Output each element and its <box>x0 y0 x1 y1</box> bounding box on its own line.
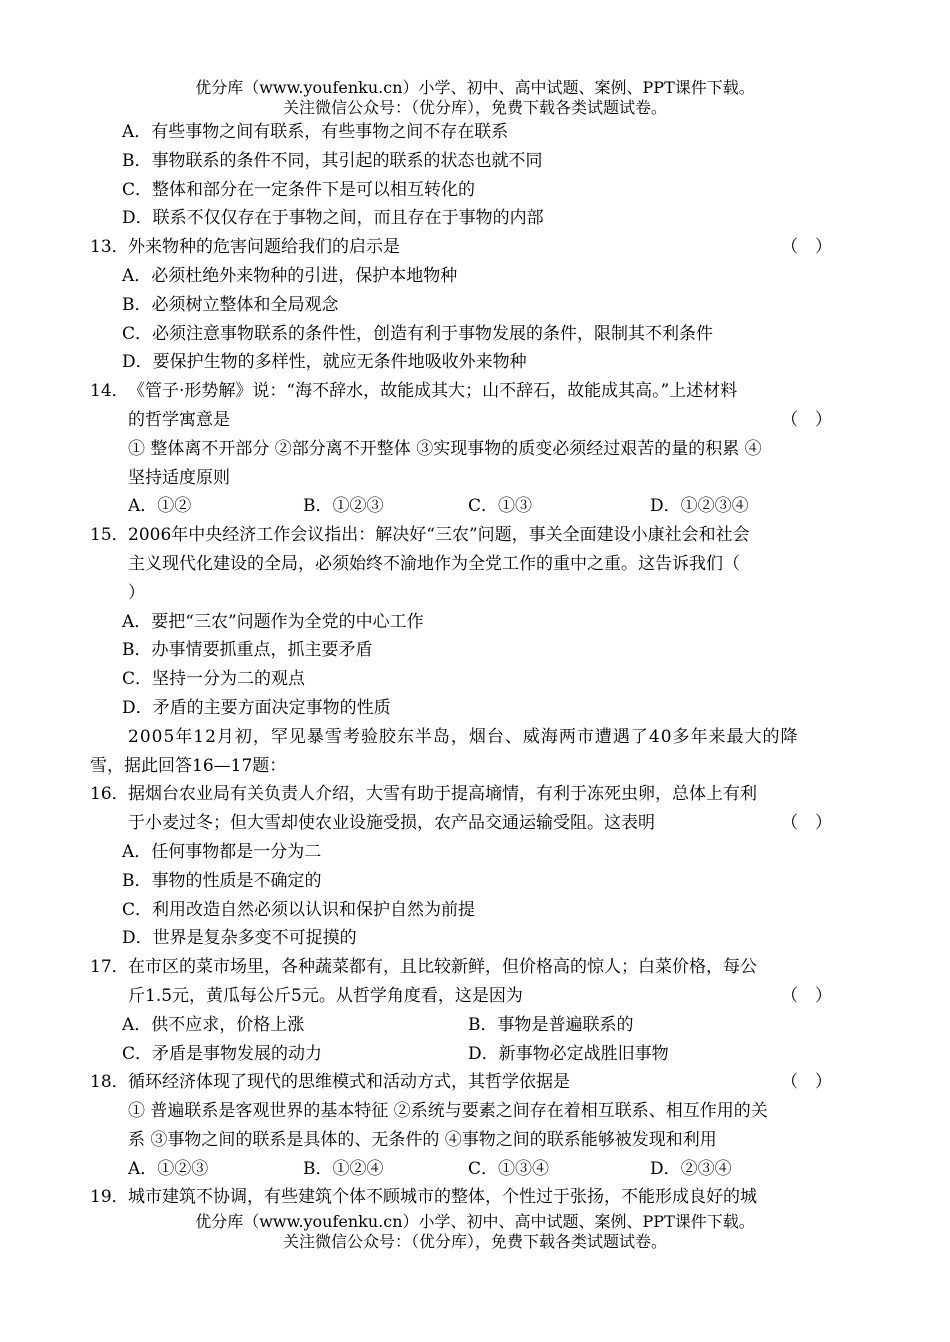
q14-option-d: D．①②③④ <box>650 496 749 517</box>
answer-paren: （ ） <box>781 813 832 834</box>
q13-option-b: B．必须树立整体和全局观念 <box>122 294 339 315</box>
q13-stem: 13．外来物种的危害问题给我们的启示是 （ ） <box>90 233 862 262</box>
q17-stem-cont: 斤1.5元，黄瓜每公斤5元。从哲学角度看，这是因为 （ ） <box>90 982 862 1011</box>
q14-options <box>90 492 862 521</box>
q18-option-c: C．①③④ <box>468 1158 550 1179</box>
q17-stem: 17．在市区的菜市场里，各种蔬菜都有，且比较新鲜，但价格高的惊人；白菜价格，每公 <box>90 953 862 982</box>
q18-option-d: D．②③④ <box>650 1158 732 1179</box>
q13-option-d: D．要保护生物的多样性，就应无条件地吸收外来物种 <box>122 352 527 373</box>
q18-items-cont: 系 ③事物之间的联系是具体的、无条件的 ④事物之间的联系能够被发现和利用 <box>128 1129 717 1150</box>
q12-option-c: C．整体和部分在一定条件下是可以相互转化的 <box>122 179 476 200</box>
q16-stem: 16．据烟台农业局有关负责人介绍，大雪有助于提高墒情，有利于冻死虫卵，总体上有利 <box>90 780 862 809</box>
answer-paren: （ ） <box>781 1072 832 1093</box>
page-footer <box>0 1212 950 1252</box>
answer-paren: （ ） <box>781 409 832 430</box>
q17-options-row-1 <box>90 1011 862 1040</box>
q16-option-c: C．利用改造自然必须以认识和保护自然为前提 <box>122 899 476 920</box>
q18-option-b: B．①②④ <box>303 1158 384 1179</box>
q13-option-c: C．必须注意事物联系的条件性，创造有利于事物发展的条件，限制其不利条件 <box>122 323 714 344</box>
q16-option-b: B．事物的性质是不确定的 <box>122 870 322 891</box>
footer-line-2: 关注微信公众号：（优分库），免费下载各类试题试卷。 <box>282 1232 667 1251</box>
q18-options <box>90 1155 862 1184</box>
q18-items: ① 普遍联系是客观世界的基本特征 ②系统与要素之间存在着相互联系、相互作用的关 <box>128 1101 768 1122</box>
q14-option-b: B．①②③ <box>303 496 384 517</box>
q15-number: 15． <box>90 525 129 546</box>
q18-number: 18． <box>90 1072 129 1093</box>
page-header <box>0 78 950 118</box>
q13-option-a: A．必须杜绝外来物种的引进，保护本地物种 <box>122 265 458 286</box>
q19-stem: 19．城市建筑不协调，有些建筑个体不顾城市的整体，个性过于张扬，不能形成良好的城 <box>90 1183 862 1212</box>
q16-number: 16． <box>90 784 129 805</box>
q14-stem: 14．《管子·形势解》说：“海不辞水，故能成其大；山不辞石，故能成其高。”上述材料 <box>90 377 862 406</box>
q14-option-c: C．①③ <box>468 496 533 517</box>
header-line-2: 关注微信公众号：（优分库），免费下载各类试题试卷。 <box>282 98 667 117</box>
passage-line-2: 雪，据此回答16—17题： <box>90 755 287 776</box>
q15-option-d: D．矛盾的主要方面决定事物的性质 <box>122 697 391 718</box>
q15-stem-cont: 主义现代化建设的全局，必须始终不渝地作为全党工作的重中之重。这告诉我们（ <box>128 553 740 574</box>
q17-options-row-2 <box>90 1040 862 1069</box>
footer-line-1: 优分库（www.youfenku.cn）小学、初中、高中试题、案例、PPT课件下载。 <box>195 1212 755 1231</box>
q18-option-a: A．①②③ <box>128 1158 209 1179</box>
q16-option-a: A．任何事物都是一分为二 <box>122 841 322 862</box>
q17-option-a: A．供不应求，价格上涨 <box>122 1014 305 1035</box>
q15-option-a: A．要把“三农”问题作为全党的中心工作 <box>122 611 424 632</box>
q16-option-d: D．世界是复杂多变不可捉摸的 <box>122 928 357 949</box>
q17-option-d: D．新事物必定战胜旧事物 <box>468 1043 669 1064</box>
q14-items-cont: 坚持适度原则 <box>128 467 230 488</box>
q12-option-a: A．有些事物之间有联系，有些事物之间不存在联系 <box>122 122 509 142</box>
header-line-1: 优分库（www.youfenku.cn）小学、初中、高中试题、案例、PPT课件下载。 <box>195 78 755 97</box>
answer-paren: （ ） <box>781 237 832 258</box>
q12-option-d: D．联系不仅仅存在于事物之间，而且存在于事物的内部 <box>122 208 544 229</box>
q14-items: ① 整体离不开部分 ②部分离不开整体 ③实现事物的质变必须经过艰苦的量的积累 ④ <box>128 438 762 459</box>
q19-number: 19． <box>90 1187 129 1208</box>
q16-stem-cont: 于小麦过冬；但大雪却使农业设施受损，农产品交通运输受阻。这表明 （ ） <box>90 809 862 838</box>
exam-content <box>90 118 862 1212</box>
passage-line-1: 2005年12月初，罕见暴雪考验胶东半岛，烟台、威海两市遭遇了40多年来最大的降 <box>128 726 799 747</box>
q12-option-b: B．事物联系的条件不同，其引起的联系的状态也就不同 <box>122 150 543 171</box>
q17-number: 17． <box>90 957 129 978</box>
q15-stem-paren: ） <box>128 582 145 603</box>
answer-paren: （ ） <box>781 985 832 1006</box>
q15-option-b: B．办事情要抓重点，抓主要矛盾 <box>122 640 373 661</box>
q15-option-c: C．坚持一分为二的观点 <box>122 669 306 690</box>
q14-stem-cont: 的哲学寓意是 （ ） <box>90 406 862 435</box>
q17-option-c: C．矛盾是事物发展的动力 <box>122 1043 323 1064</box>
q17-option-b: B．事物是普遍联系的 <box>468 1014 634 1035</box>
q14-number: 14． <box>90 381 129 402</box>
q15-stem: 15．2006年中央经济工作会议指出：解决好“三农”问题，事关全面建设小康社会和社会 <box>90 521 862 550</box>
q13-number: 13． <box>90 237 129 258</box>
q18-stem: 18．循环经济体现了现代的思维模式和活动方式，其哲学依据是 （ ） <box>90 1068 862 1097</box>
q14-option-a: A．①② <box>128 496 192 517</box>
